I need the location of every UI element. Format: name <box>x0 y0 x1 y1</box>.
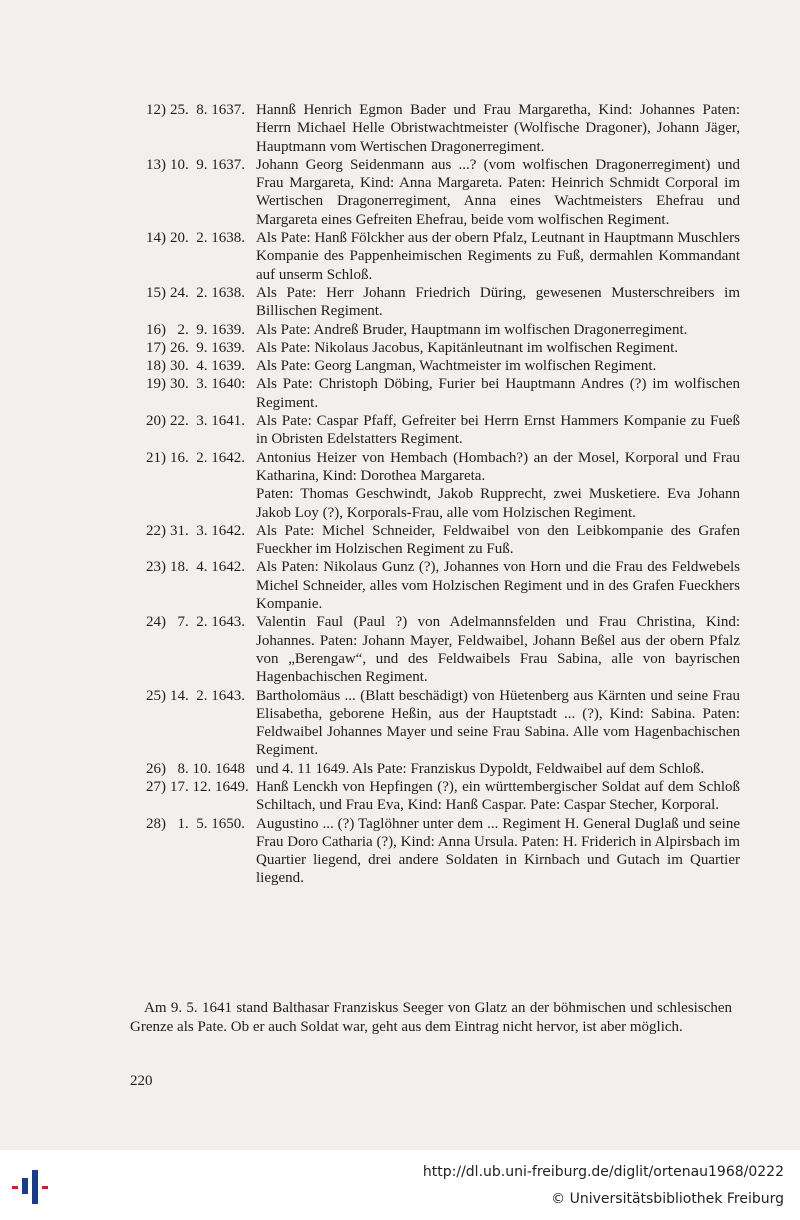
entry-text <box>256 815 740 888</box>
entry-text <box>256 687 740 760</box>
entry-date: 17. 12. 1649. <box>170 778 249 795</box>
entry-text <box>256 156 740 229</box>
entry-number: 18) <box>146 358 166 375</box>
entry-number: 16) <box>146 321 166 338</box>
page-number: 220 <box>130 1073 153 1089</box>
closing-paragraph: Am 9. 5. 1641 stand Balthasar Franziskus Seeger von Glatz an der böhmischen und schlesischen Grenze als Pate. Ob er auch Soldat war, geht aus dem Eintrag nicht hervor, ist aber möglich. <box>130 1000 732 1035</box>
entry-date: 26. 9. 1639. <box>170 339 245 356</box>
entry-number: 21) <box>146 449 166 466</box>
register-entry <box>130 449 740 522</box>
entry-number: 14) <box>146 230 166 247</box>
entries-list <box>130 101 740 888</box>
entry-date: 8. 10. 1648 <box>170 760 245 777</box>
register-entry <box>130 815 740 888</box>
entry-number: 28) <box>146 815 166 832</box>
entry-text-line: und 4. 11 1649. Als Pate: Franziskus Dypoldt, Feldwaibel auf dem Schloß. <box>256 760 705 777</box>
entry-date: 1. 5. 1650. <box>170 815 245 832</box>
register-entry <box>130 613 740 686</box>
register-entry <box>130 412 740 449</box>
entry-number: 26) <box>146 760 166 777</box>
entry-text <box>256 357 740 375</box>
entry-text-line: Valentin Faul (Paul ?) von Adelmannsfelden und Frau Christina, Kind: Johannes. Paten: Johann Mayer, Feldwaibel, Johann Beßel aus der obern Pfalz von „Berengaw“, und des Feldwaibels Frau Sabina, alle von bayrischen Hagenbachischen Regiment. <box>256 614 740 686</box>
register-entry <box>130 375 740 412</box>
register-entry <box>130 321 740 339</box>
entry-text-line: Als Pate: Herr Johann Friedrich Düring, gewesenen Musterschreibers im Billischen Regiment. <box>256 284 740 320</box>
source-url-link[interactable]: http://dl.ub.uni-freiburg.de/diglit/ortenau1968/0222 <box>422 1164 784 1180</box>
entry-number: 12) <box>146 102 166 118</box>
entry-text <box>256 760 740 778</box>
entry-text <box>256 321 740 339</box>
entry-text-line: Als Pate: Michel Schneider, Feldwaibel von den Leibkompanie des Grafen Fueckher im Holzischen Regiment zu Fuß. <box>256 522 740 558</box>
register-entry <box>130 687 740 760</box>
register-entry <box>130 522 740 559</box>
entry-text <box>256 412 740 449</box>
entry-date: 30. 4. 1639. <box>170 358 245 375</box>
entry-text-line: Johann Georg Seidenmann aus ...? (vom wolfischen Dragonerregiment) und Frau Margareta, Kind: Anna Margareta. Paten: Heinrich Schmidt Corporal im Wertischen Dragonerregiment, Anna eines Wachtmeisters Ehefrau und Margareta eines Gefreiten Ehefrau, beide vom wolfischen Regiment. <box>256 156 740 228</box>
entry-text <box>256 339 740 357</box>
register-entry <box>130 284 740 321</box>
entry-text <box>256 449 740 522</box>
entry-date: 2. 9. 1639. <box>170 321 245 338</box>
entry-text <box>256 101 740 156</box>
entry-date: 7. 2. 1643. <box>170 614 245 631</box>
register-entry <box>130 101 740 156</box>
entry-number: 27) <box>146 778 166 795</box>
entry-number: 25) <box>146 687 166 704</box>
entry-text-line: Als Pate: Andreß Bruder, Hauptmann im wolfischen Dragonerregiment. <box>256 321 688 338</box>
entry-date: 14. 2. 1643. <box>170 687 245 704</box>
entry-number: 20) <box>146 413 166 430</box>
entry-text <box>256 613 740 686</box>
entry-text <box>256 778 740 815</box>
register-entry <box>130 156 740 229</box>
entry-number: 22) <box>146 522 166 539</box>
ub-freiburg-logo-icon <box>12 1170 52 1204</box>
entry-text-line: Als Pate: Hanß Fölckher aus der obern Pfalz, Leutnant in Hauptmann Muschlers Kompanie des Pappenheimischen Regiments zu Fuß, dermahlen Kommandant auf unserm Schloß. <box>256 230 740 283</box>
entry-date: 24. 2. 1638. <box>170 284 245 301</box>
register-entry <box>130 357 740 375</box>
entry-date: 22. 3. 1641. <box>170 413 245 430</box>
entry-date: 20. 2. 1638. <box>170 230 245 247</box>
entry-date: 10. 9. 1637. <box>170 156 245 173</box>
entry-text-line: Als Pate: Caspar Pfaff, Gefreiter bei Herrn Ernst Hammers Kompanie zu Fueß in Obristen Edelstatters Regiment. <box>256 413 740 448</box>
register-entry <box>130 558 740 613</box>
entry-text <box>256 375 740 412</box>
entry-number: 15) <box>146 284 166 301</box>
entry-number: 23) <box>146 559 166 576</box>
entry-date: 25. 8. 1637. <box>170 102 245 118</box>
entry-number: 13) <box>146 156 166 173</box>
entry-text-line: Antonius Heizer von Hembach (Hombach?) an der Mosel, Korporal und Frau Katharina, Kind: Dorothea Margareta. <box>256 449 740 484</box>
register-entry <box>130 229 740 284</box>
entry-text-line: Als Pate: Nikolaus Jacobus, Kapitänleutnant im wolfischen Regiment. <box>256 339 679 356</box>
entry-number: 24) <box>146 614 166 631</box>
entry-text <box>256 284 740 321</box>
entry-date: 18. 4. 1642. <box>170 559 245 576</box>
entry-text-line: Als Pate: Christoph Döbing, Furier bei Hauptmann Andres (?) im wolfischen Regiment. <box>256 376 740 411</box>
entry-date: 31. 3. 1642. <box>170 522 245 539</box>
entry-date: 16. 2. 1642. <box>170 449 245 466</box>
entry-text-line: Hanß Lenckh von Hepfingen (?), ein württembergischer Soldat auf dem Schloß Schiltach, und Frau Eva, Kind: Hanß Caspar. Pate: Caspar Stecher, Korporal. <box>256 778 740 814</box>
entry-text-line: Augustino ... (?) Taglöhner unter dem ... Regiment H. General Duglaß und seine Frau Doro Catharia (?), Kind: Anna Ursula. Paten: H. Friderich in Alpirsbach im Quartier liegend, drei andere Soldaten in Kirnbach und Gutach im Quartier liegend. <box>256 815 740 887</box>
register-entry <box>130 778 740 815</box>
register-entry <box>130 760 740 778</box>
entry-text-line: Als Pate: Georg Langman, Wachtmeister im wolfischen Regiment. <box>256 358 657 375</box>
entry-text-line: Hannß Henrich Egmon Bader und Frau Margaretha, Kind: Johannes Paten: Herrn Michael Helle Obristwachtmeister (Wolfische Dragoner), Johann Jäger, Hauptmann vom Wertischen Dragonerregiment. <box>256 102 740 155</box>
entry-date: 30. 3. 1640: <box>170 376 246 393</box>
entry-text-line: Als Paten: Nikolaus Gunz (?), Johannes von Horn und die Frau des Feldwebels Michel Schneider, alles vom Holzischen Regiment und in des Grafen Fueckhers Kompanie. <box>256 559 740 613</box>
copyright-text: © Universitätsbibliothek Freiburg <box>551 1191 784 1207</box>
entry-number: 17) <box>146 339 166 356</box>
register-entry <box>130 339 740 357</box>
entry-text-line: Paten: Thomas Geschwindt, Jakob Rupprecht, zwei Musketiere. Eva Johann Jakob Loy (?), Korporals-Frau, alle vom Holzischen Regiment. <box>256 486 740 521</box>
entry-text <box>256 229 740 284</box>
entry-text-line: Bartholomäus ... (Blatt beschädigt) von Hüetenberg aus Kärnten und seine Frau Elisabetha, geborene Heßin, aus der Hauptstadt ... (?), Kind: Sabina. Paten: Feldwaibel Johannes Mayer und seine Frau Sabina. Alle vom Hagenbachischen Regiment. <box>256 687 740 759</box>
entry-number: 19) <box>146 376 166 393</box>
entry-text <box>256 558 740 613</box>
footer <box>0 1150 800 1220</box>
entry-text <box>256 522 740 559</box>
